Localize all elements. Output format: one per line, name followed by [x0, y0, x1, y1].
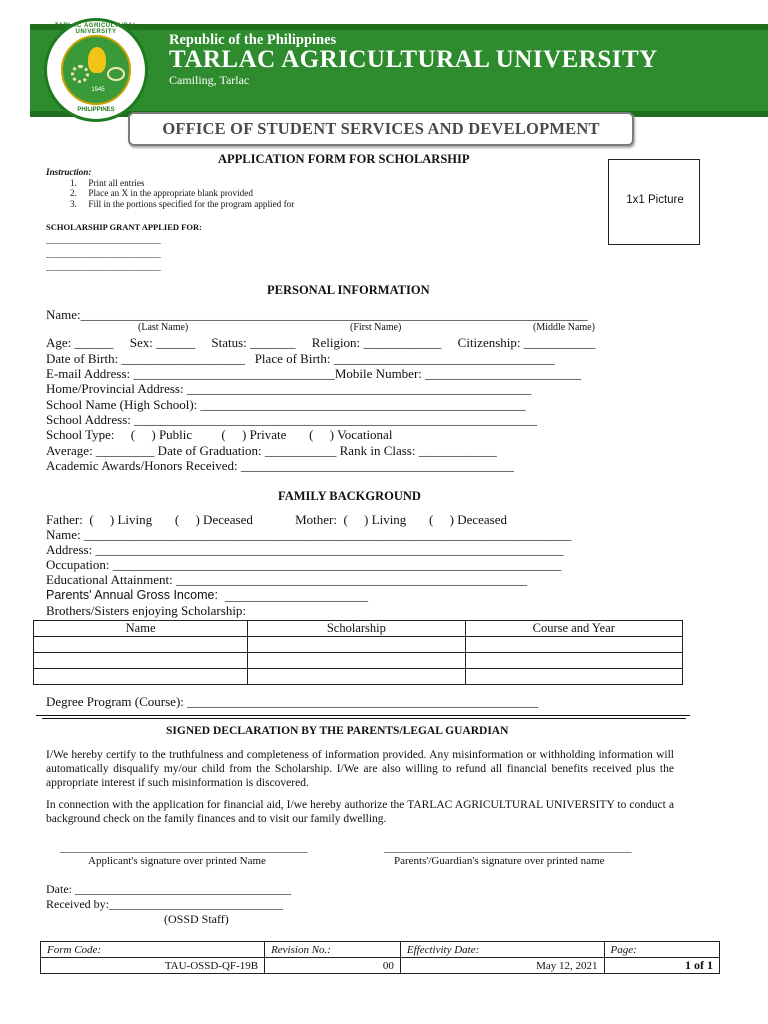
seal-emblem	[61, 35, 131, 105]
education-field[interactable]: Educational Attainment: ______________________________________________________	[46, 572, 527, 587]
grant-line[interactable]: _________________________	[46, 235, 161, 245]
date-field[interactable]: Date: ____________________________________	[46, 882, 291, 896]
applicant-signature-line[interactable]: _____________________________________________	[60, 842, 308, 854]
income-label: Parents' Annual Gross Income:	[46, 588, 222, 602]
photo-placeholder-box	[608, 159, 700, 245]
page-value: 1 of 1	[604, 958, 719, 974]
family-background-heading: FAMILY BACKGROUND	[278, 489, 421, 503]
table-header-row	[34, 621, 683, 637]
photo-placeholder-label: 1x1 Picture	[626, 194, 684, 206]
name-field[interactable]: Name:______________________________________________________________________________	[46, 307, 588, 322]
column-header-course-year: Course and Year	[465, 621, 682, 637]
siblings-table	[33, 620, 683, 685]
degree-program-field[interactable]: Degree Program (Course): ______________________________________________________	[46, 694, 539, 709]
form-code-label: Form Code:	[41, 942, 265, 958]
grant-line[interactable]: _________________________	[46, 249, 161, 259]
form-title: APPLICATION FORM FOR SCHOLARSHIP	[218, 152, 470, 166]
divider-line	[42, 718, 686, 719]
table-cell[interactable]	[34, 669, 248, 685]
parent-status-row[interactable]: Father: ( ) Living ( ) Deceased Mother: ( ) Living ( ) Deceased	[46, 512, 508, 527]
table-cell[interactable]	[34, 637, 248, 653]
table-cell[interactable]	[34, 653, 248, 669]
seal-ring-text-bottom: PHILIPPINES	[77, 107, 115, 113]
declaration-paragraph-2: In connection with the application for financial aid, I/we hereby authorize the TARLAC AGRICULTURAL UNIVERSITY to conduct a background check on the family finances and to visit our family dwelling.	[46, 799, 674, 825]
table-cell[interactable]	[248, 653, 465, 669]
school-name-field[interactable]: School Name (High School): __________________________________________________	[46, 397, 526, 412]
age-sex-status-row[interactable]: Age: ______ Sex: ______ Status: _______ Religion: ____________ Citizenship: ___________	[46, 335, 596, 350]
applicant-signature-label: Applicant's signature over printed Name	[88, 855, 266, 867]
effectivity-label: Effectivity Date:	[400, 942, 604, 958]
declaration-heading: SIGNED DECLARATION BY THE PARENTS/LEGAL GUARDIAN	[166, 725, 509, 737]
guardian-signature-line[interactable]: _____________________________________________	[384, 842, 632, 854]
table-cell[interactable]	[465, 669, 682, 685]
office-title: OFFICE OF STUDENT SERVICES AND DEVELOPMENT	[162, 119, 600, 138]
school-type-options[interactable]: School Type: ( ) Public ( ) Private ( ) Vocational	[46, 427, 393, 442]
table-cell[interactable]	[248, 669, 465, 685]
middle-name-caption: (Middle Name)	[533, 322, 595, 333]
grant-label: SCHOLARSHIP GRANT APPLIED FOR:	[46, 222, 202, 232]
instruction-item: 3. Fill in the portions specified for the program applied for	[70, 199, 295, 209]
form-info-table	[40, 941, 720, 974]
birth-row[interactable]: Date of Birth: ___________________ Place of Birth: __________________________________	[46, 351, 555, 366]
personal-info-heading: PERSONAL INFORMATION	[267, 283, 430, 297]
column-header-scholarship: Scholarship	[248, 621, 465, 637]
instruction-item: 2. Place an X in the appropriate blank provided	[70, 188, 253, 198]
first-name-caption: (First Name)	[350, 322, 402, 333]
instruction-label: Instruction:	[46, 167, 92, 177]
table-row[interactable]	[34, 637, 683, 653]
table-row[interactable]	[34, 653, 683, 669]
university-name: TARLAC AGRICULTURAL UNIVERSITY	[169, 46, 658, 73]
received-by-field[interactable]: Received by:_____________________________	[46, 897, 283, 911]
revision-label: Revision No.:	[265, 942, 401, 958]
occupation-field[interactable]: Occupation: _____________________________________________________________________	[46, 557, 562, 572]
form-info-value-row	[41, 958, 720, 974]
guardian-signature-label: Parents'/Guardian's signature over printed name	[394, 855, 605, 867]
table-cell[interactable]	[465, 637, 682, 653]
parent-name-field[interactable]: Name: ___________________________________________________________________________	[46, 527, 572, 542]
siblings-label: Brothers/Sisters enjoying Scholarship:	[46, 603, 247, 618]
effectivity-value: May 12, 2021	[400, 958, 604, 974]
divider-line	[36, 715, 690, 716]
revision-value: 00	[265, 958, 401, 974]
average-row[interactable]: Average: _________ Date of Graduation: ___________ Rank in Class: ____________	[46, 443, 497, 458]
parent-address-field[interactable]: Address: ________________________________________________________________________	[46, 542, 564, 557]
form-code-value: TAU-OSSD-QF-19B	[41, 958, 265, 974]
republic-label: Republic of the Philippines	[169, 32, 337, 48]
instruction-item: 1. Print all entries	[70, 178, 145, 188]
atom-icon	[107, 67, 125, 81]
torch-flame-icon	[88, 47, 106, 73]
column-header-name: Name	[34, 621, 248, 637]
seal-ring-text: TARLAC AGRICULTURAL UNIVERSITY	[54, 23, 138, 35]
awards-field[interactable]: Academic Awards/Honors Received: __________________________________________	[46, 458, 514, 473]
email-mobile-row[interactable]: E-mail Address: _______________________________Mobile Number: ________________________	[46, 366, 582, 381]
table-cell[interactable]	[465, 653, 682, 669]
form-info-label-row	[41, 942, 720, 958]
seal-year: 1945	[91, 87, 105, 93]
campus-label: Camiling, Tarlac	[169, 73, 250, 87]
declaration-paragraph-1: I/We hereby certify to the truthfulness and completeness of information provided. Any misinformation or withholding information will automatically disqualify my/our child from the Scholarship. I/We are also willing to refund all financial benefits received plus the appropriate interest if such misinformation is discovered.	[46, 749, 674, 789]
grant-line[interactable]: _________________________	[46, 262, 161, 272]
table-row[interactable]	[34, 669, 683, 685]
income-field[interactable]: ______________________	[225, 588, 368, 603]
last-name-caption: (Last Name)	[138, 322, 189, 333]
page-label: Page:	[604, 942, 719, 958]
home-address-field[interactable]: Home/Provincial Address: _____________________________________________________	[46, 381, 532, 396]
office-title-box	[128, 112, 634, 146]
table-cell[interactable]	[248, 637, 465, 653]
university-seal-logo	[44, 18, 148, 122]
school-address-field[interactable]: School Address: ______________________________________________________________	[46, 412, 538, 427]
gear-icon	[71, 65, 89, 83]
ossd-staff-caption: (OSSD Staff)	[164, 912, 229, 926]
